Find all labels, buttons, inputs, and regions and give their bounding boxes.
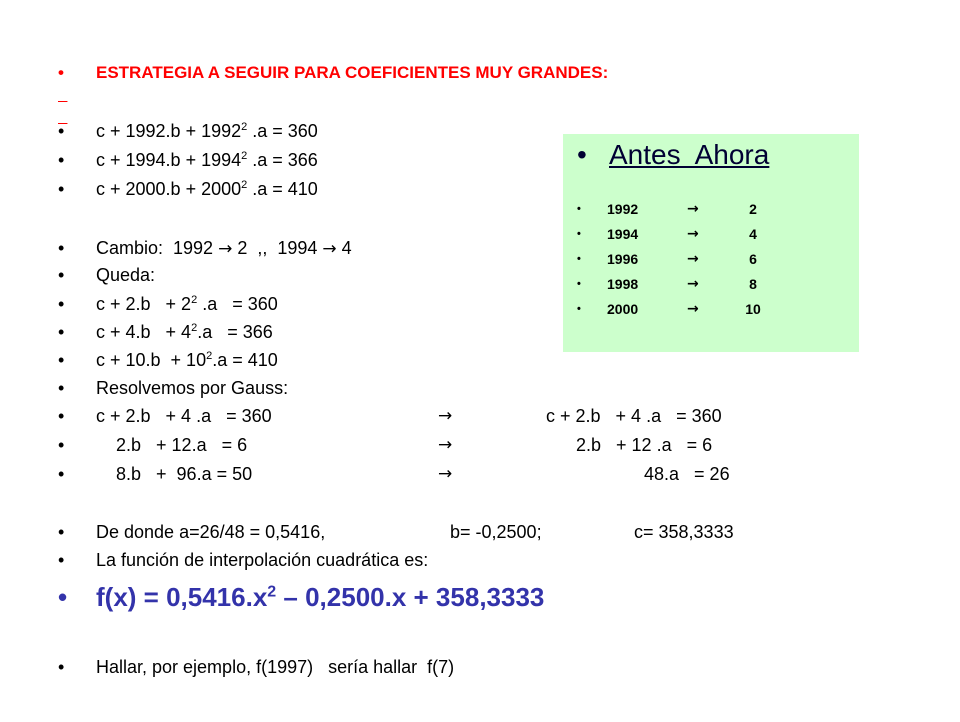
result-c: c= 358,3333 [634, 522, 734, 542]
bullet: • [577, 303, 581, 315]
result-a: De donde a=26/48 = 0,5416, [96, 522, 326, 542]
system-left: c + 2.b + 4 .a = 360 [96, 406, 272, 426]
equation-3 [58, 178, 318, 244]
mapping-from: 1992 [607, 201, 639, 217]
mapping-to: 8 [749, 276, 757, 292]
bullet: • [58, 550, 65, 570]
formula-part-b: – 0,2500.x + 358,3333 [276, 582, 545, 612]
mapping-to: 4 [749, 226, 757, 242]
slide-heading: ESTRATEGIA A SEGUIR PARA COEFICIENTES MUY GRANDES: [96, 63, 609, 82]
system-right: c + 2.b + 4 .a = 360 [546, 406, 722, 426]
arrow-right-icon: → [687, 201, 699, 217]
eq1-part-a: c + 1992.b + 1992 [96, 121, 242, 141]
bullet: • [58, 378, 65, 398]
mapping-from: 1994 [607, 226, 639, 242]
mapping-from: 1998 [607, 276, 639, 292]
eq6-exponent: 2 [206, 350, 213, 362]
arrow-right-icon: → [322, 239, 337, 259]
bullet: • [577, 139, 587, 170]
eq3-exponent: 2 [241, 179, 248, 191]
example-text: Hallar, por ejemplo, f(1997) sería hallar f(7) [96, 657, 455, 677]
interpolation-label: La función de interpolación cuadrática es: [96, 550, 429, 570]
arrow-right-icon: → [687, 251, 699, 267]
bullet: • [58, 63, 64, 82]
bullet: • [58, 435, 65, 455]
bullet: • [577, 253, 581, 265]
bullet: • [58, 350, 65, 370]
arrow-right-icon: → [438, 464, 453, 484]
formula-exponent: 2 [267, 583, 277, 601]
bullet: • [58, 238, 65, 258]
bullet: • [58, 179, 65, 199]
bullet: • [577, 278, 581, 290]
eq5-part-a: c + 4.b + 4 [96, 322, 192, 342]
gauss-text: Resolvemos por Gauss: [96, 378, 289, 398]
bullet: • [58, 464, 65, 484]
eq2-part-a: c + 1994.b + 1994 [96, 150, 242, 170]
eq5-exponent: 2 [191, 322, 198, 334]
change-part-c: 4 [336, 238, 352, 258]
eq4-exponent: 2 [191, 294, 198, 306]
bullet: • [58, 265, 65, 285]
system-right: 48.a = 26 [614, 464, 730, 484]
mapping-to: 10 [745, 301, 761, 317]
bullet: • [58, 657, 65, 677]
eq6-part-b: .a = 410 [212, 350, 278, 370]
bullet: • [58, 322, 65, 342]
example-line [58, 656, 455, 722]
queda-text: Queda: [96, 265, 156, 285]
bullet: • [577, 203, 581, 215]
arrow-right-icon: → [687, 226, 699, 242]
eq4-part-b: .a = 360 [197, 294, 278, 314]
bullet: • [58, 150, 65, 170]
arrow-right-icon: → [438, 435, 453, 455]
arrow-right-icon: → [438, 406, 453, 426]
bullet: • [58, 294, 65, 314]
panel-title: Antes Ahora [609, 139, 770, 170]
change-part-b: 2 ,, 1994 [232, 238, 323, 258]
eq3-part-a: c + 2000.b + 2000 [96, 179, 242, 199]
eq6-part-a: c + 10.b + 10 [96, 350, 207, 370]
change-part-a: Cambio: 1992 [96, 238, 219, 258]
mapping-from: 2000 [607, 301, 639, 317]
eq2-part-b: .a = 366 [247, 150, 318, 170]
arrow-right-icon: → [218, 239, 233, 259]
heading-line [58, 62, 609, 128]
eq2-exponent: 2 [241, 150, 248, 162]
bullet: • [58, 522, 65, 542]
result-b: b= -0,2500; [450, 522, 542, 542]
mapping-row [577, 300, 761, 408]
system-left: 2.b + 12.a = 6 [96, 435, 248, 455]
eq1-part-b: .a = 360 [247, 121, 318, 141]
bullet: • [58, 582, 68, 612]
eq1-exponent: 2 [241, 121, 248, 133]
arrow-right-icon: → [687, 276, 699, 292]
bullet: • [58, 121, 65, 141]
bullet: • [577, 228, 581, 240]
bullet: • [58, 406, 65, 426]
system-left: 8.b + 96.a = 50 [96, 464, 253, 484]
mapping-to: 2 [749, 201, 757, 217]
system-right: 2.b + 12 .a = 6 [566, 435, 713, 455]
arrow-right-icon: → [687, 301, 699, 317]
formula-part-a: f(x) = 0,5416.x [96, 582, 268, 612]
eq5-part-b: .a = 366 [197, 322, 273, 342]
eq3-part-b: .a = 410 [247, 179, 318, 199]
eq4-part-a: c + 2.b + 2 [96, 294, 192, 314]
mapping-to: 6 [749, 251, 757, 267]
mapping-from: 1996 [607, 251, 639, 267]
mapping-panel [563, 134, 859, 352]
